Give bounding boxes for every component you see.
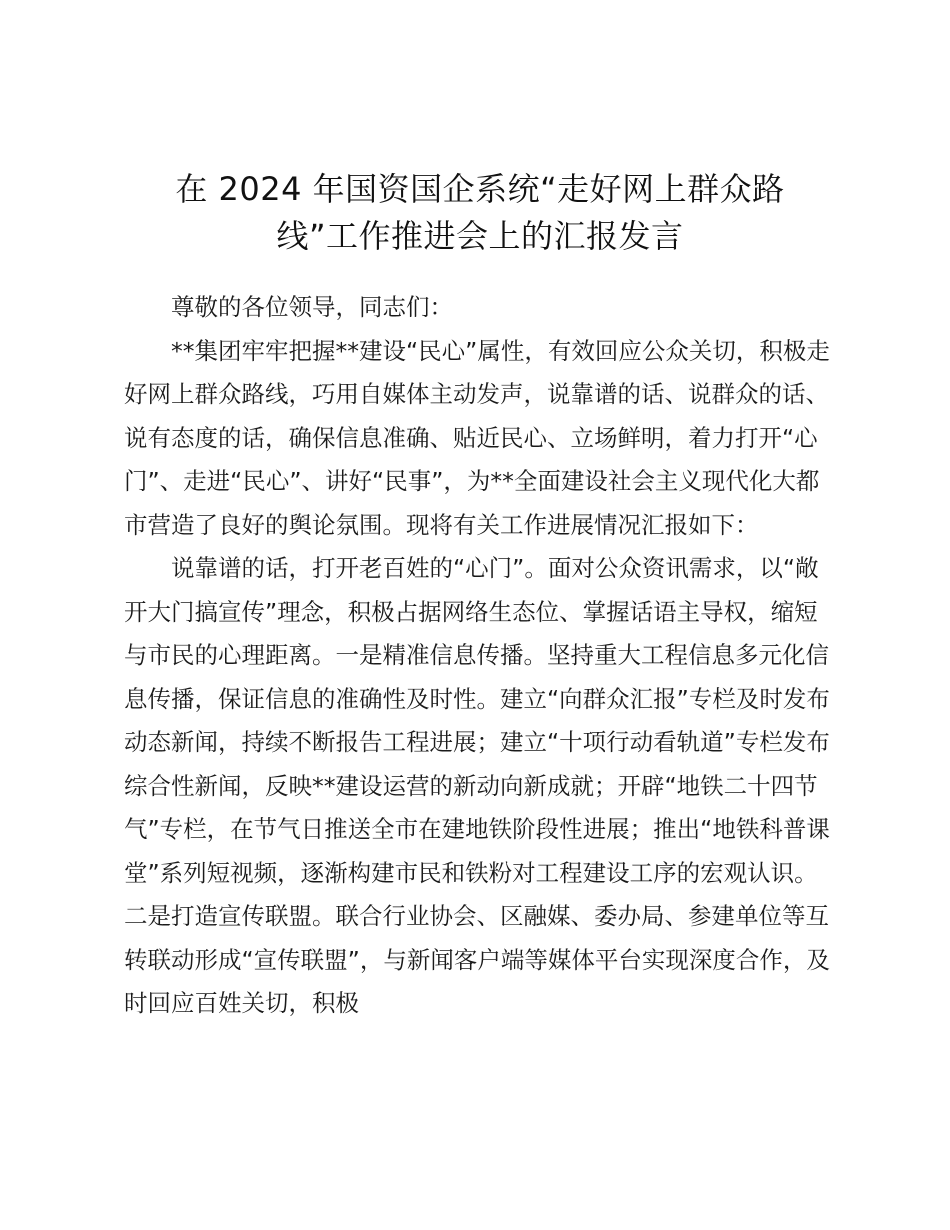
document-body xyxy=(124,286,832,1026)
document-title xyxy=(140,166,820,260)
title-line-2: 线”工作推进会上的汇报发言 xyxy=(276,217,684,255)
paragraph-section-1: 说靠谱的话，打开老百姓的“心门”。面对公众资讯需求，以“敞开大门搞宣传”理念，积极占据网络生态位、掌握话语主导权，缩短与市民的心理距离。一是精准信息传播。坚持重大工程信息多元化信息传播，保证信息的准确性及时性。建立“向群众汇报”专栏及时发布动态新闻，持续不断报告工程进展；建立“十项行动看轨道”专栏发布综合性新闻，反映**建设运营的新动向新成就；开辟“地铁二十四节气”专栏，在节气日推送全市在建地铁阶段性进展；推出“地铁科普课堂”系列短视频，逐渐构建市民和铁粉对工程建设工序的宏观认识。二是打造宣传联盟。联合行业协会、区融媒、委办局、参建单位等互转联动形成“宣传联盟”，与新闻客户端等媒体平台实现深度合作，及时回应百姓关切，积极 xyxy=(124,554,830,1017)
salutation: 尊敬的各位领导，同志们： xyxy=(171,293,453,321)
paragraph-intro: **集团牢牢把握**建设“民心”属性，有效回应公众关切，积极走好网上群众路线，巧用自媒体主动发声，说靠谱的话、说群众的话、说有态度的话，确保信息准确、贴近民心、立场鲜明，着力打开“心门”、走进“民心”、讲好“民事”，为**全面建设社会主义现代化大都市营造了良好的舆论氛围。现将有关工作进展情况汇报如下： xyxy=(124,336,830,539)
title-line-1: 在 2024 年国资国企系统“走好网上群众路 xyxy=(175,170,785,208)
